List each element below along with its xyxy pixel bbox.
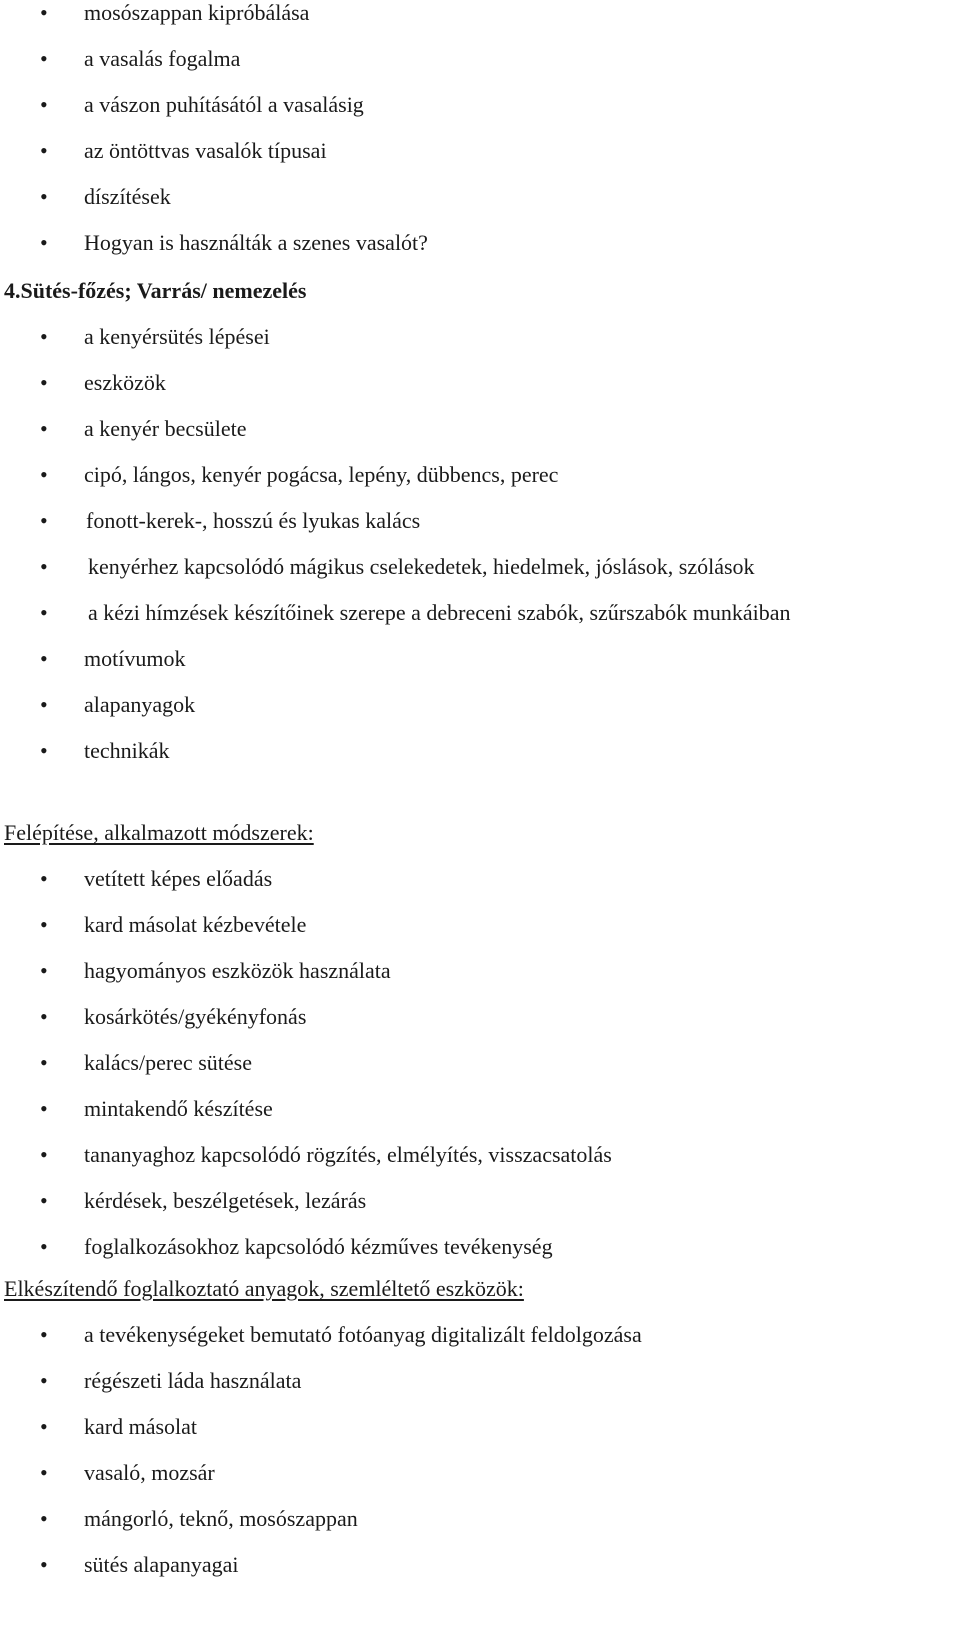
bullet-icon: • — [40, 1050, 48, 1075]
bullet-icon: • — [40, 1414, 48, 1439]
bullet-icon: • — [40, 508, 48, 533]
bullet-icon: • — [40, 1552, 48, 1577]
methods-heading: Felépítése, alkalmazott módszerek: — [4, 820, 314, 845]
bullet-icon: • — [40, 646, 48, 671]
bullet-icon: • — [40, 370, 48, 395]
bullet-icon: • — [40, 554, 48, 579]
list-item-text: technikák — [84, 738, 170, 763]
section-heading: 4.Sütés-főzés; Varrás/ nemezelés — [4, 278, 307, 303]
list-item-text: Hogyan is használták a szenes vasalót? — [84, 230, 428, 255]
list-item-text: vetített képes előadás — [84, 866, 273, 891]
list-item-text: foglalkozásokhoz kapcsolódó kézműves tevékenység — [84, 1234, 553, 1259]
bullet-icon: • — [40, 912, 48, 937]
bullet-icon: • — [40, 692, 48, 717]
list-item-text: a tevékenységeket bemutató fotóanyag digitalizált feldolgozása — [84, 1322, 642, 1347]
bullet-icon: • — [40, 1142, 48, 1167]
list-item-text: kalács/perec sütése — [84, 1050, 252, 1075]
list-item-text: régészeti láda használata — [84, 1368, 302, 1393]
list-item-text: hagyományos eszközök használata — [84, 958, 391, 983]
list-item-text: tananyaghoz kapcsolódó rögzítés, elmélyítés, visszacsatolás — [84, 1142, 612, 1167]
bullet-icon: • — [40, 1234, 48, 1259]
bullet-icon: • — [40, 324, 48, 349]
bullet-icon: • — [40, 1322, 48, 1347]
bullet-icon: • — [40, 1506, 48, 1531]
bullet-icon: • — [40, 738, 48, 763]
list-item-text: eszközök — [84, 370, 166, 395]
list-item-text: motívumok — [84, 646, 186, 671]
materials-heading: Elkészítendő foglalkoztató anyagok, szemléltető eszközök: — [4, 1276, 524, 1301]
bullet-icon: • — [40, 1004, 48, 1029]
bullet-icon: • — [40, 184, 48, 209]
list-item-text: fonott-kerek-, hosszú és lyukas kalács — [86, 508, 421, 533]
list-item-text: kard másolat — [84, 1414, 198, 1439]
list-item-text: a kenyér becsülete — [84, 416, 247, 441]
list-item-text: díszítések — [84, 184, 171, 209]
list-item-text: kard másolat kézbevétele — [84, 912, 307, 937]
bullet-icon: • — [40, 958, 48, 983]
list-item-text: mintakendő készítése — [84, 1096, 273, 1121]
list-item-text: a kézi hímzések készítőinek szerepe a debreceni szabók, szűrszabók munkáiban — [88, 600, 791, 625]
bullet-icon: • — [40, 1460, 48, 1485]
list-item-text: kérdések, beszélgetések, lezárás — [84, 1188, 367, 1213]
list-item-text: az öntöttvas vasalók típusai — [84, 138, 327, 163]
list-item-text: kosárkötés/gyékényfonás — [84, 1004, 307, 1029]
list-item-text: kenyérhez kapcsolódó mágikus cselekedetek, hiedelmek, jóslások, szólások — [88, 554, 755, 579]
bullet-icon: • — [40, 46, 48, 71]
bullet-icon: • — [40, 462, 48, 487]
list-item-text: mosószappan kipróbálása — [84, 0, 310, 25]
list-item-text: alapanyagok — [84, 692, 196, 717]
list-item-text: a vasalás fogalma — [84, 46, 241, 71]
list-item-text: mángorló, teknő, mosószappan — [84, 1506, 358, 1531]
list-item-text: cipó, lángos, kenyér pogácsa, lepény, dübbencs, perec — [84, 462, 559, 487]
list-item-text: a vászon puhításától a vasalásig — [84, 92, 364, 117]
list-item-text: sütés alapanyagai — [84, 1552, 239, 1577]
bullet-icon: • — [40, 600, 48, 625]
bullet-icon: • — [40, 1188, 48, 1213]
bullet-icon: • — [40, 866, 48, 891]
bullet-icon: • — [40, 138, 48, 163]
list-item-text: a kenyérsütés lépései — [84, 324, 270, 349]
list-item-text: vasaló, mozsár — [84, 1460, 215, 1485]
bullet-icon: • — [40, 1096, 48, 1121]
bullet-icon: • — [40, 416, 48, 441]
bullet-icon: • — [40, 92, 48, 117]
bullet-icon: • — [40, 230, 48, 255]
bullet-icon: • — [40, 1368, 48, 1393]
bullet-icon: • — [40, 0, 48, 25]
